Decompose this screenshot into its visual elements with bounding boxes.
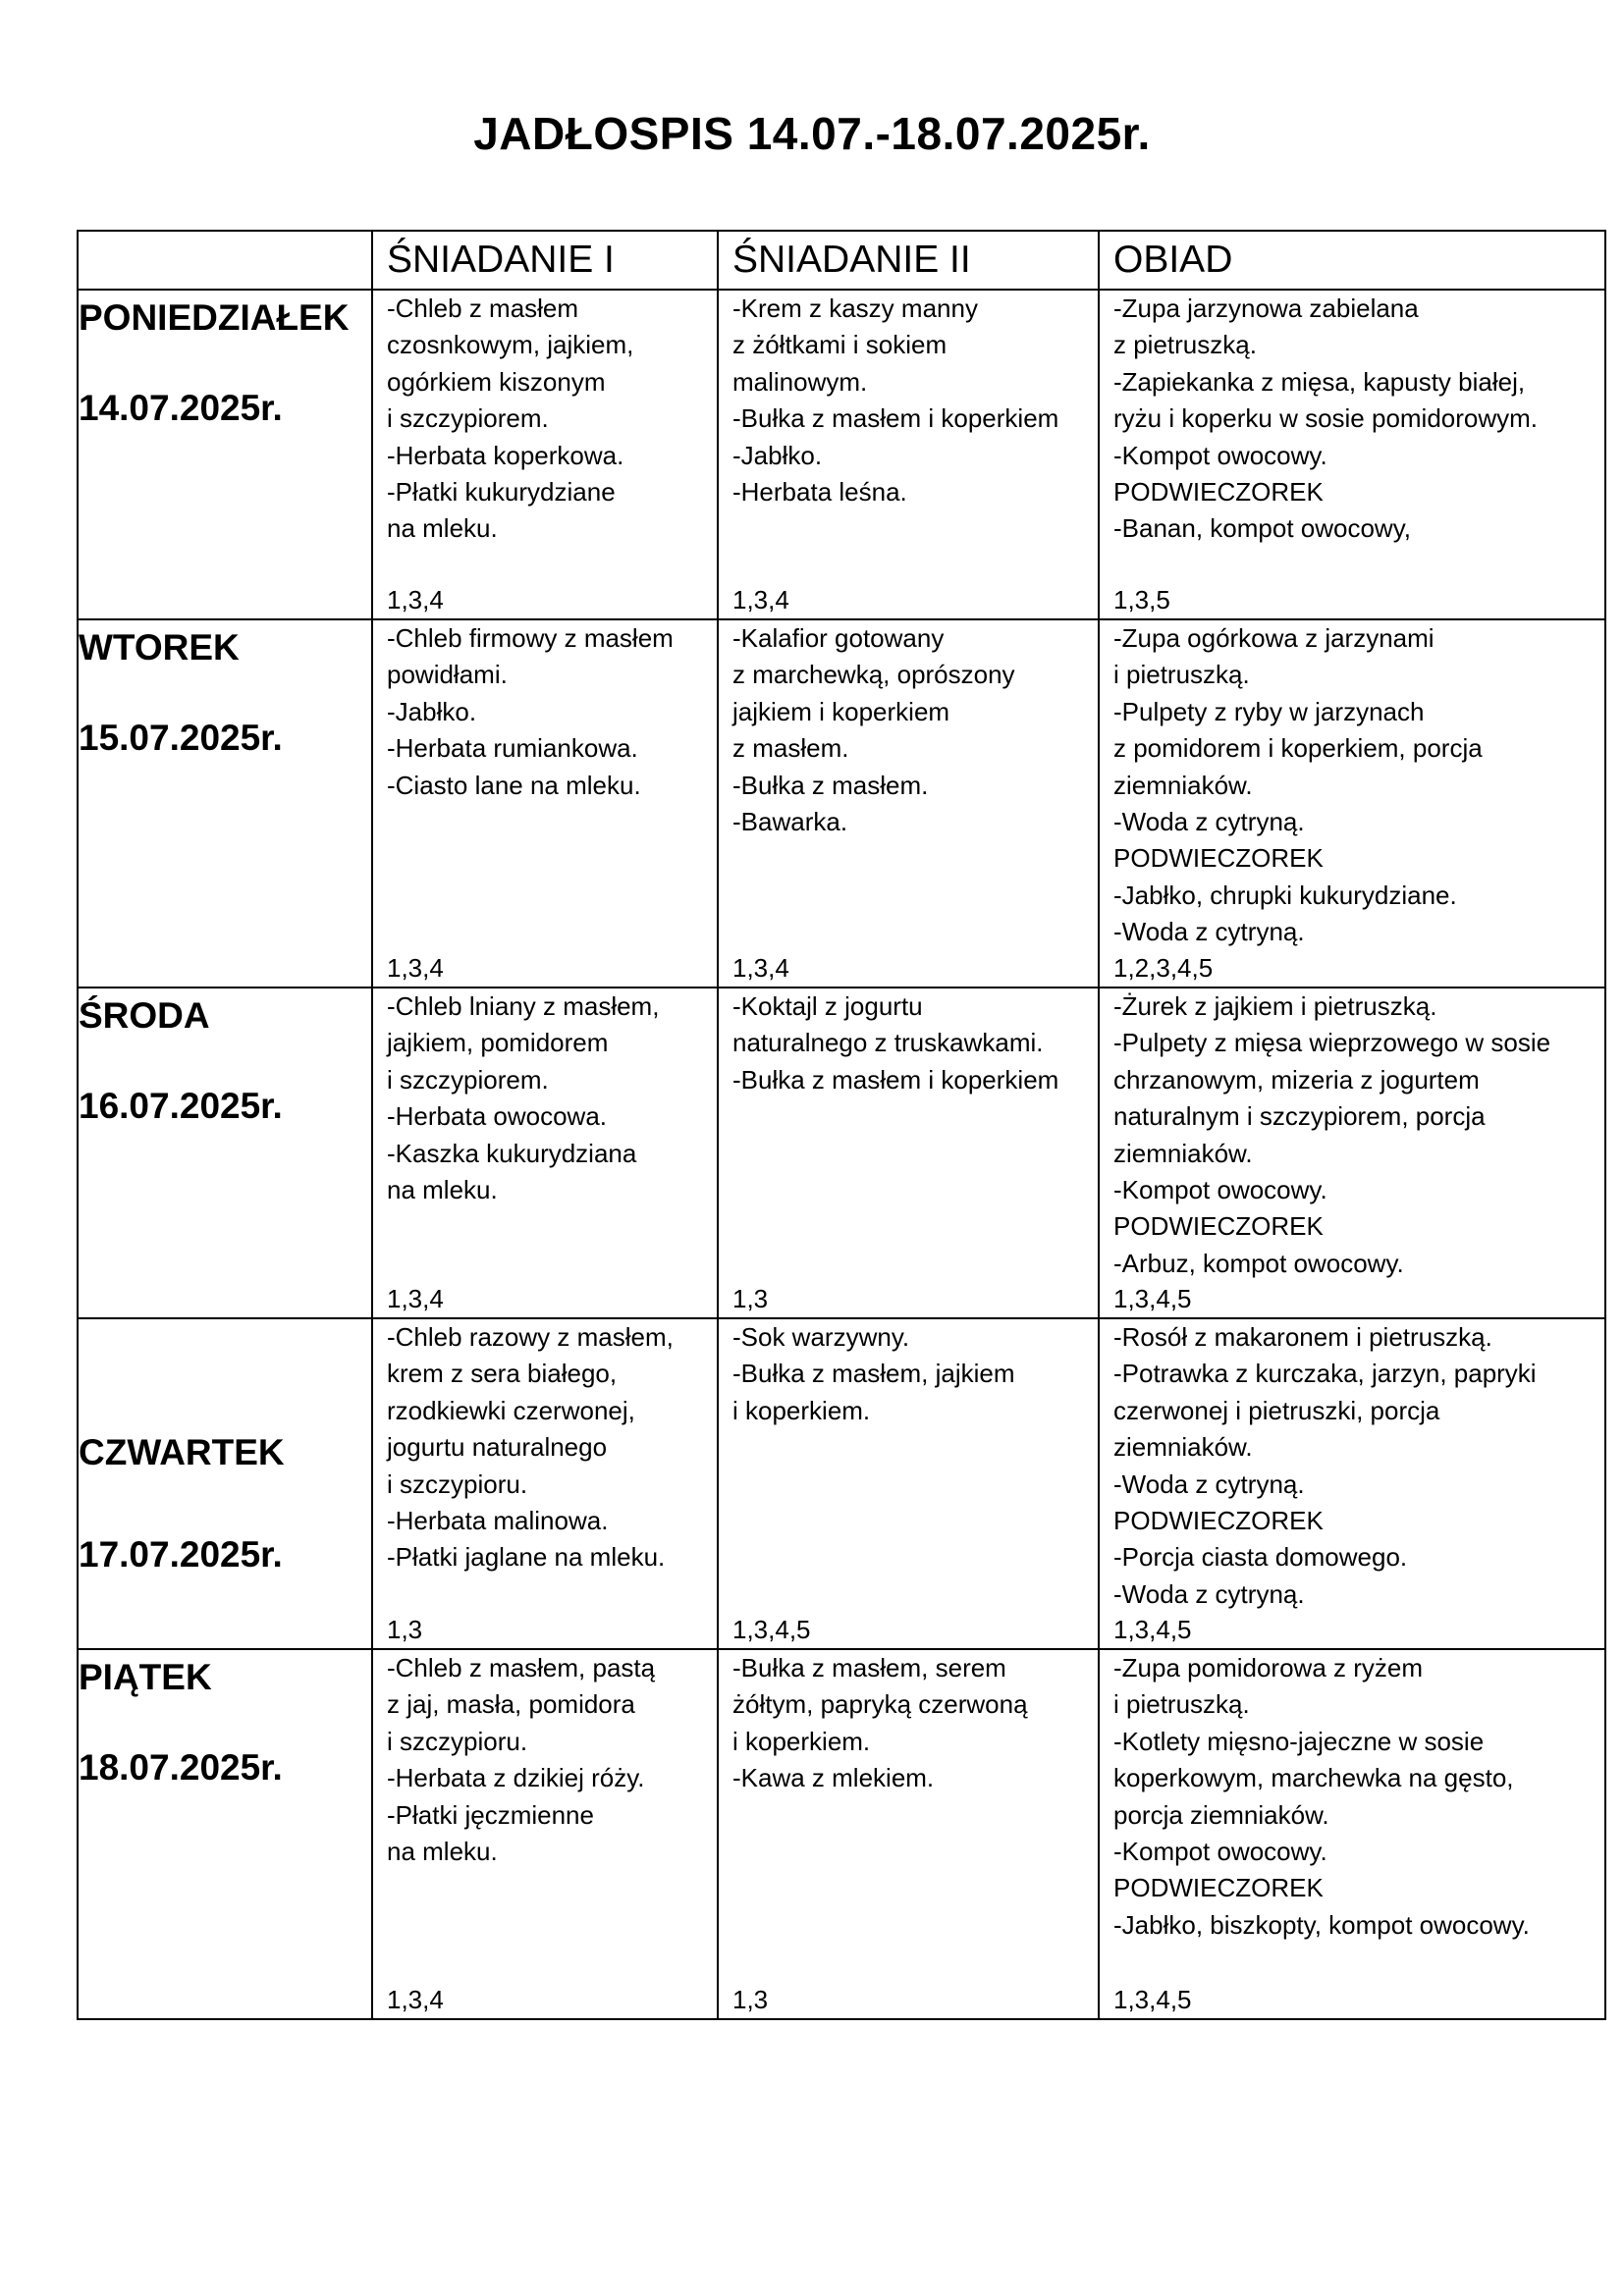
header-empty-cell (78, 231, 372, 290)
meal-cell-sniadanie-1 (372, 1649, 718, 2019)
meal-text: -Kalafior gotowany z marchewką, oprószony jajkiem i koperkiem z masłem. -Bułka z masłem. -Bawarka. (732, 623, 1015, 837)
meal-text: -Zupa jarzynowa zabielana z pietruszką. -Zapiekanka z mięsa, kapusty białej, ryżu i koperku w sosie pomidorowym. -Kompot owocowy. PODWIECZOREK -Banan, kompot owocowy, (1113, 294, 1539, 544)
day-date: 18.07.2025r. (79, 1747, 283, 1788)
menu-table (77, 230, 1606, 2020)
meal-text: -Sok warzywny. -Bułka z masłem, jajkiem i koperkiem. (732, 1322, 1015, 1425)
day-cell (78, 290, 372, 619)
meal-cell-sniadanie-1 (372, 1318, 718, 1649)
allergen-codes: 1,3,4 (387, 584, 444, 614)
meal-text: -Zupa pomidorowa z ryżem i pietruszką. -Kotlety mięsno-jajeczne w sosie koperkowym, marchewka na gęsto, porcja ziemniaków. -Kompot owocowy. PODWIECZOREK -Jabłko, biszkopty, kompot owocowy. (1113, 1653, 1530, 1940)
allergen-codes: 1,3,4 (387, 1984, 444, 2014)
meal-text: -Chleb lniany z masłem, jajkiem, pomidorem i szczypiorem. -Herbata owocowa. -Kaszka kukurydziana na mleku. (387, 991, 660, 1205)
meal-cell-sniadanie-1 (372, 290, 718, 619)
header-obiad: OBIAD (1099, 231, 1605, 290)
allergen-codes: 1,3,4,5 (1113, 1283, 1192, 1313)
meal-cell-sniadanie-2 (718, 619, 1099, 988)
meal-text: -Rosół z makaronem i pietruszką. -Potrawka z kurczaka, jarzyn, papryki czerwonej i pietruszki, porcja ziemniaków. -Woda z cytryną. PODWIECZOREK -Porcja ciasta domowego. -Woda z cytryną. (1113, 1322, 1537, 1609)
meal-text: -Chleb firmowy z masłem powidłami. -Jabłko. -Herbata rumiankowa. -Ciasto lane na mleku. (387, 623, 674, 800)
meal-cell-sniadanie-2 (718, 1649, 1099, 2019)
allergen-codes: 1,2,3,4,5 (1113, 952, 1214, 983)
meal-cell-obiad (1099, 1318, 1605, 1649)
meal-cell-sniadanie-1 (372, 988, 718, 1318)
meal-cell-sniadanie-2 (718, 988, 1099, 1318)
day-cell (78, 1649, 372, 2019)
allergen-codes: 1,3,4 (387, 952, 444, 983)
header-row (78, 231, 1605, 290)
day-name: WTOREK (79, 627, 240, 667)
allergen-codes: 1,3,4 (387, 1283, 444, 1313)
meal-cell-obiad (1099, 1649, 1605, 2019)
allergen-codes: 1,3 (732, 1984, 769, 2014)
meal-cell-sniadanie-2 (718, 1318, 1099, 1649)
day-name: PIĄTEK (79, 1657, 212, 1697)
day-date: 15.07.2025r. (79, 718, 283, 758)
day-row-tuesday (78, 619, 1605, 988)
meal-cell-obiad (1099, 290, 1605, 619)
day-cell (78, 619, 372, 988)
page-title: JADŁOSPIS 14.07.-18.07.2025r. (473, 108, 1151, 159)
header-sniadanie-1: ŚNIADANIE I (372, 231, 718, 290)
meal-cell-obiad (1099, 988, 1605, 1318)
day-date: 14.07.2025r. (79, 388, 283, 428)
allergen-codes: 1,3,5 (1113, 584, 1170, 614)
day-name: PONIEDZIAŁEK (79, 297, 350, 338)
meal-text: -Chleb z masłem czosnkowym, jajkiem, ogórkiem kiszonym i szczypiorem. -Herbata koperkowa. -Płatki kukurydziane na mleku. (387, 294, 634, 544)
meal-text: -Koktajl z jogurtu naturalnego z truskawkami. -Bułka z masłem i koperkiem (732, 991, 1059, 1095)
day-row-wednesday (78, 988, 1605, 1318)
meal-cell-sniadanie-2 (718, 290, 1099, 619)
day-row-monday (78, 290, 1605, 619)
day-date: 17.07.2025r. (79, 1534, 283, 1575)
allergen-codes: 1,3 (387, 1614, 423, 1644)
allergen-codes: 1,3,4,5 (1113, 1984, 1192, 2014)
meal-text: -Chleb z masłem, pastą z jaj, masła, pomidora i szczypioru. -Herbata z dzikiej róży. -Płatki jęczmienne na mleku. (387, 1653, 656, 1867)
allergen-codes: 1,3 (732, 1283, 769, 1313)
meal-text: -Chleb razowy z masłem, krem z sera białego, rzodkiewki czerwonej, jogurtu naturalnego i szczypioru. -Herbata malinowa. -Płatki jaglane na mleku. (387, 1322, 674, 1573)
allergen-codes: 1,3,4 (732, 952, 789, 983)
allergen-codes: 1,3,4 (732, 584, 789, 614)
day-cell (78, 988, 372, 1318)
day-cell (78, 1318, 372, 1649)
allergen-codes: 1,3,4,5 (732, 1614, 811, 1644)
header-sniadanie-2: ŚNIADANIE II (718, 231, 1099, 290)
allergen-codes: 1,3,4,5 (1113, 1614, 1192, 1644)
meal-text: -Żurek z jajkiem i pietruszką. -Pulpety z mięsa wieprzowego w sosie chrzanowym, mizeria z jogurtem naturalnym i szczypiorem, porcja ziemniaków. -Kompot owocowy. PODWIECZOREK -Arbuz, kompot owocowy. (1113, 991, 1551, 1278)
day-date: 16.07.2025r. (79, 1086, 283, 1126)
meal-text: -Krem z kaszy manny z żółtkami i sokiem malinowym. -Bułka z masłem i koperkiem -Jabłko. -Herbata leśna. (732, 294, 1059, 507)
day-row-friday (78, 1649, 1605, 2019)
day-name: CZWARTEK (79, 1432, 285, 1472)
meal-cell-sniadanie-1 (372, 619, 718, 988)
meal-cell-obiad (1099, 619, 1605, 988)
day-row-thursday (78, 1318, 1605, 1649)
day-name: ŚRODA (79, 995, 210, 1036)
meal-text: -Zupa ogórkowa z jarzynami i pietruszką. -Pulpety z ryby w jarzynach z pomidorem i koperkiem, porcja ziemniaków. -Woda z cytryną. PODWIECZOREK -Jabłko, chrupki kukurydziane. -Woda z cytryną. (1113, 623, 1483, 947)
meal-text: -Bułka z masłem, serem żółtym, papryką czerwoną i koperkiem. -Kawa z mlekiem. (732, 1653, 1028, 1793)
